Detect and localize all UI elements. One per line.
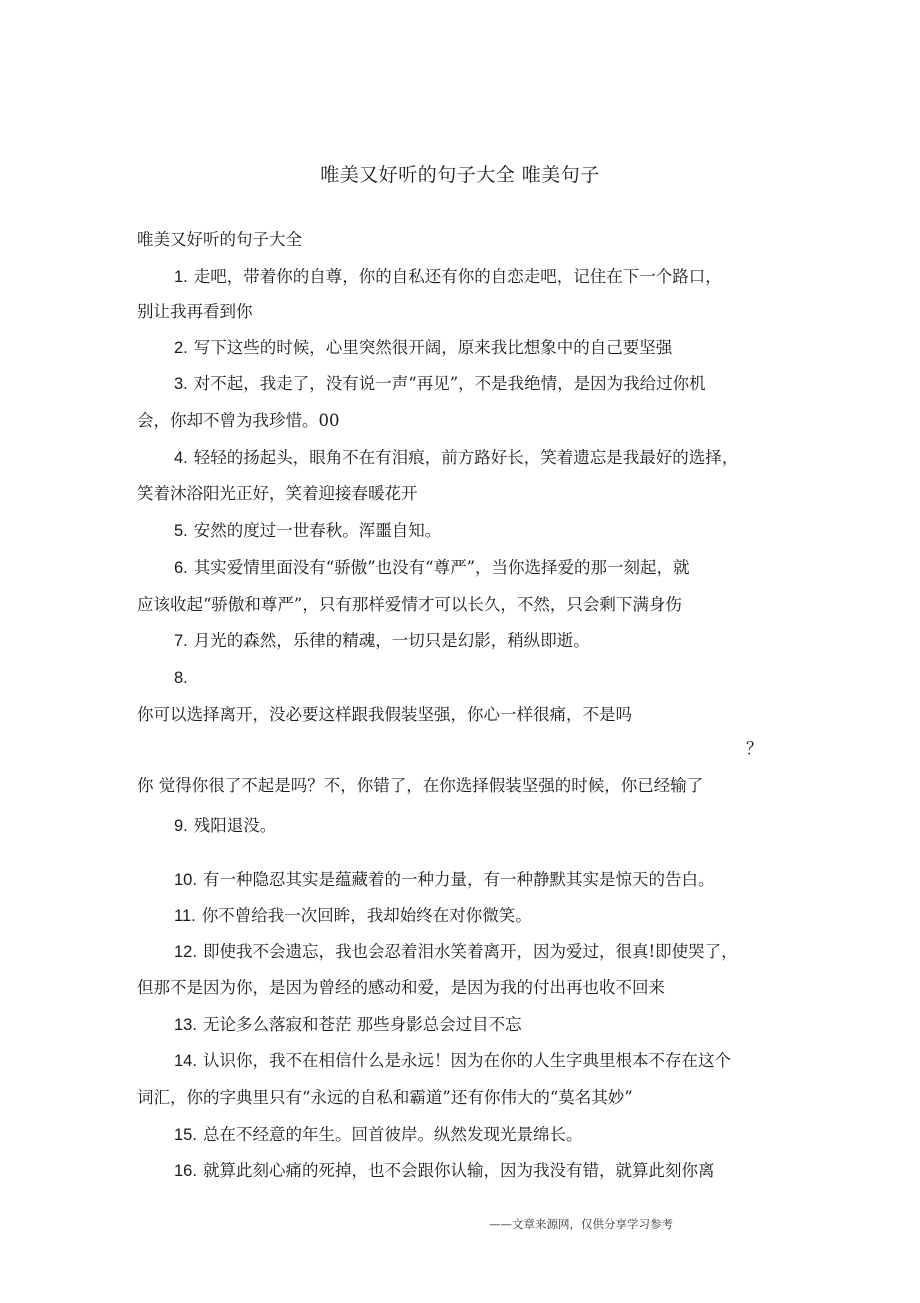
item-text: 安然的度过一世春秋。浑噩自知。 xyxy=(193,521,442,540)
item-number: 14. xyxy=(174,1052,197,1070)
item-number: 3. xyxy=(174,375,188,393)
item-number: 5. xyxy=(174,522,188,540)
item-text-continuation: 你可以选择离开，没必要这样跟我假装坚强，你心一样很痛，不是吗 xyxy=(137,705,632,724)
item-text: 无论多么落寂和苍茫 那些身影总会过目不忘 xyxy=(202,1015,522,1034)
list-item-4 xyxy=(174,447,814,469)
item-text: 其实爱情里面没有“骄傲”也没有“尊严”，当你选择爱的那一刻起，就 xyxy=(193,558,690,577)
page-footer: ——文章来源网，仅供分享学习参考 xyxy=(489,1217,673,1231)
list-item-6 xyxy=(174,557,814,579)
list-item-12 xyxy=(174,941,814,963)
list-item-2 xyxy=(174,337,814,359)
item-number: 8. xyxy=(174,669,188,687)
list-item-16 xyxy=(174,1160,814,1182)
item-number: 4. xyxy=(174,449,188,467)
item-text: 对不起，我走了，没有说一声“再见”，不是我绝情，是因为我给过你机 xyxy=(193,374,706,393)
item-text: 有一种隐忍其实是蕴藏着的一种力量，有一种静默其实是惊天的告白。 xyxy=(202,870,715,889)
item-text: 轻轻的扬起头，眼角不在有泪痕，前方路好长，笑着遗忘是我最好的选择， xyxy=(193,448,739,467)
page-title: 唯美又好听的句子大全 唯美句子 xyxy=(320,164,600,186)
item-number: 9. xyxy=(174,817,188,835)
section-heading: 唯美又好听的句子大全 xyxy=(137,230,302,249)
question-mark: ？ xyxy=(746,739,763,758)
list-item-13 xyxy=(174,1014,814,1036)
list-item-15 xyxy=(174,1124,814,1146)
list-item-9 xyxy=(174,815,814,837)
item-text: 总在不经意的年生。回首彼岸。纵然发现光景绵长。 xyxy=(202,1125,583,1144)
item-number: 10. xyxy=(174,871,197,889)
list-item-7 xyxy=(174,630,814,652)
list-item-5 xyxy=(174,520,814,542)
item-text: 走吧，带着你的自尊，你的自私还有你的自恋走吧，记住在下一个路口， xyxy=(193,267,722,286)
item-number: 15. xyxy=(174,1126,197,1144)
list-item-3 xyxy=(174,373,814,395)
list-item-14 xyxy=(174,1050,814,1072)
item-text-continuation: 应该收起“骄傲和尊严”，只有那样爱情才可以长久，不然，只会剩下满身伤 xyxy=(137,595,682,614)
item-text-continuation: 别让我再看到你 xyxy=(137,302,253,321)
item-text-continuation: 词汇，你的字典里只有“永远的自私和霸道”还有你伟大的“莫名其妙” xyxy=(137,1088,633,1107)
list-item-8 xyxy=(174,667,814,689)
item-number: 11. xyxy=(174,907,196,925)
item-text: 就算此刻心痛的死掉，也不会跟你认输，因为我没有错，就算此刻你离 xyxy=(202,1161,715,1180)
item-number: 12. xyxy=(174,943,197,961)
item-number: 7. xyxy=(174,632,188,650)
item-number: 13. xyxy=(174,1016,197,1034)
item-number: 1. xyxy=(174,268,188,286)
item-text-continuation: 会，你却不曾为我珍惜。00 xyxy=(137,411,340,430)
item-text: 认识你，我不在相信什么是永远！因为在你的人生字典里根本不存在这个 xyxy=(202,1051,731,1070)
item-text-continuation: 你 觉得你很了不起是吗？不，你错了，在你选择假装坚强的时候，你已经输了 xyxy=(137,776,704,795)
item-number: 6. xyxy=(174,559,188,577)
item-number: 16. xyxy=(174,1162,197,1180)
item-number: 2. xyxy=(174,339,188,357)
item-text: 即使我不会遗忘，我也会忍着泪水笑着离开，因为爱过，很真!即使哭了， xyxy=(202,942,738,961)
item-text: 写下这些的时候，心里突然很开阔，原来我比想象中的自己要坚强 xyxy=(193,338,673,357)
item-text: 月光的森然，乐律的精魂，一切只是幻影，稍纵即逝。 xyxy=(193,631,590,650)
list-item-1 xyxy=(174,266,814,288)
item-text-continuation: 笑着沐浴阳光正好，笑着迎接春暖花开 xyxy=(137,484,418,503)
item-text: 残阳退没。 xyxy=(193,816,277,835)
list-item-11 xyxy=(174,905,814,927)
item-text-continuation: 但那不是因为你，是因为曾经的感动和爱，是因为我的付出再也收不回来 xyxy=(137,978,665,997)
item-text: 你不曾给我一次回眸，我却始终在对你微笑。 xyxy=(201,906,532,925)
list-item-10 xyxy=(174,869,814,891)
